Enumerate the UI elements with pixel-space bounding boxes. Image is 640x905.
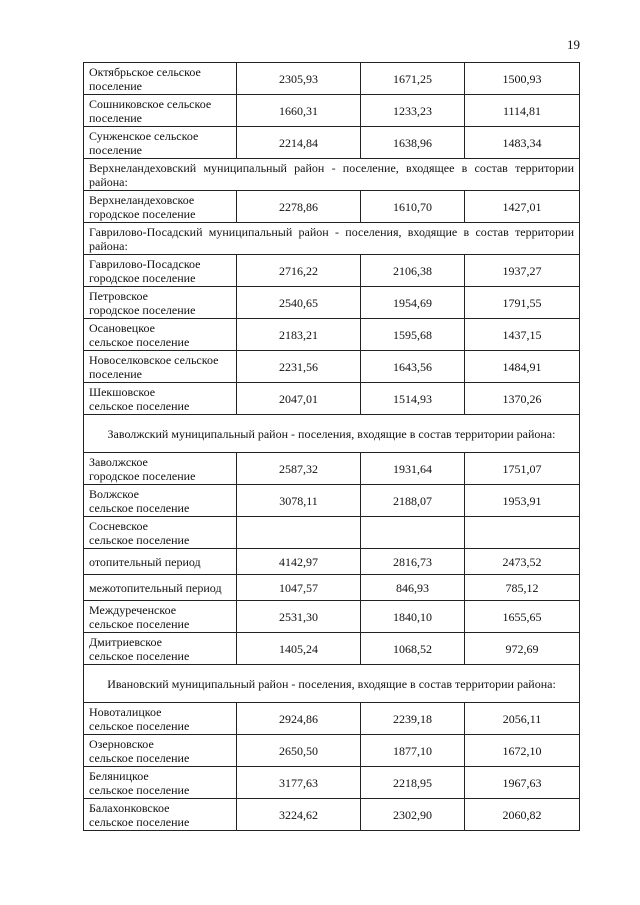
value-cell-1: 2587,32 (237, 453, 361, 485)
value-cell-3: 1672,10 (465, 735, 580, 767)
settlement-name-cell (84, 453, 237, 485)
value-cell-2: 1840,10 (361, 601, 465, 633)
settlement-name-cell (84, 255, 237, 287)
table-row (84, 255, 580, 287)
settlement-name-line: поселение (89, 142, 143, 157)
settlement-name-line: Новоталицкое (89, 704, 162, 719)
value-cell-3: 785,12 (465, 575, 580, 601)
settlement-name-cell (84, 517, 237, 549)
value-cell-2: 1068,52 (361, 633, 465, 665)
value-cell-1 (237, 517, 361, 549)
value-cell-3: 2473,52 (465, 549, 580, 575)
table-row (84, 127, 580, 159)
section-row (84, 223, 580, 255)
settlement-name-line: сельское поселение (89, 782, 190, 797)
value-cell-1: 2231,56 (237, 351, 361, 383)
value-cell-2: 1931,64 (361, 453, 465, 485)
value-cell-1: 4142,97 (237, 549, 361, 575)
value-cell-2: 1671,25 (361, 63, 465, 95)
value-cell-1: 3177,63 (237, 767, 361, 799)
section-heading: Верхнеландеховский муниципальный район - поселение, входящее в состав территории района: (84, 159, 580, 191)
value-cell-3 (465, 517, 580, 549)
table-row (84, 601, 580, 633)
value-cell-1: 2183,21 (237, 319, 361, 351)
value-cell-3: 1937,27 (465, 255, 580, 287)
value-cell-1: 2047,01 (237, 383, 361, 415)
section-row (84, 415, 580, 453)
table-row (84, 799, 580, 831)
value-cell-2: 1643,56 (361, 351, 465, 383)
value-cell-1: 2278,86 (237, 191, 361, 223)
value-cell-3: 2060,82 (465, 799, 580, 831)
settlement-name-line: городское поселение (89, 302, 196, 317)
value-cell-2: 1233,23 (361, 95, 465, 127)
value-cell-2: 2816,73 (361, 549, 465, 575)
settlement-name-cell (84, 549, 237, 575)
value-cell-1: 3078,11 (237, 485, 361, 517)
table-row (84, 351, 580, 383)
settlement-name-line: Октябрьское сельское (89, 64, 201, 79)
section-heading: Заволжский муниципальный район - поселения, входящие в состав территории района: (84, 415, 580, 453)
table-row (84, 191, 580, 223)
value-cell-3: 1500,93 (465, 63, 580, 95)
settlement-name-cell (84, 383, 237, 415)
table-row (84, 63, 580, 95)
value-cell-1: 2540,65 (237, 287, 361, 319)
table-row (84, 485, 580, 517)
settlement-name-line: сельское поселение (89, 648, 190, 663)
value-cell-3: 1751,07 (465, 453, 580, 485)
value-cell-2: 846,93 (361, 575, 465, 601)
value-cell-2: 1877,10 (361, 735, 465, 767)
settlement-name-cell (84, 633, 237, 665)
table-row (84, 633, 580, 665)
table-row (84, 549, 580, 575)
table-row (84, 383, 580, 415)
value-cell-1: 2650,50 (237, 735, 361, 767)
settlement-name-line: Осановецкое (89, 320, 155, 335)
value-cell-3: 1370,26 (465, 383, 580, 415)
settlement-name-line: сельское поселение (89, 334, 190, 349)
settlement-name-cell (84, 287, 237, 319)
value-cell-2: 1514,93 (361, 383, 465, 415)
settlement-name-line: Волжское (89, 486, 139, 501)
settlement-name-cell (84, 575, 237, 601)
table-row (84, 703, 580, 735)
value-cell-3: 1655,65 (465, 601, 580, 633)
value-cell-2: 2188,07 (361, 485, 465, 517)
value-cell-3: 1484,91 (465, 351, 580, 383)
table-body (84, 63, 580, 831)
value-cell-1: 1047,57 (237, 575, 361, 601)
value-cell-1: 3224,62 (237, 799, 361, 831)
settlement-name-line: Балахонковское (89, 800, 170, 815)
section-heading: Гаврилово-Посадский муниципальный район - поселения, входящие в состав территории района: (84, 223, 580, 255)
table-row (84, 453, 580, 485)
value-cell-1: 2305,93 (237, 63, 361, 95)
settlement-name-cell (84, 799, 237, 831)
settlement-name-line: городское поселение (89, 468, 196, 483)
settlement-name-line: сельское поселение (89, 500, 190, 515)
value-cell-3: 1791,55 (465, 287, 580, 319)
settlement-name-cell (84, 127, 237, 159)
settlement-name-line: Сосневское (89, 518, 148, 533)
section-row (84, 159, 580, 191)
settlement-name-line: отопительный период (89, 554, 201, 569)
settlement-name-cell (84, 735, 237, 767)
value-cell-1: 2716,22 (237, 255, 361, 287)
value-cell-1: 2214,84 (237, 127, 361, 159)
table-row (84, 735, 580, 767)
settlement-name-line: сельское поселение (89, 398, 190, 413)
settlement-name-line: поселение (89, 110, 143, 125)
value-cell-1: 2924,86 (237, 703, 361, 735)
value-cell-3: 2056,11 (465, 703, 580, 735)
page-number: 19 (567, 37, 580, 52)
value-cell-1: 1405,24 (237, 633, 361, 665)
settlement-name-line: поселение (89, 78, 143, 93)
value-cell-3: 1114,81 (465, 95, 580, 127)
value-cell-2: 2106,38 (361, 255, 465, 287)
settlement-name-cell (84, 767, 237, 799)
settlement-name-line: Дмитриевское (89, 634, 162, 649)
settlement-name-line: Шекшовское (89, 384, 156, 399)
tariff-table (83, 62, 580, 831)
table-row (84, 767, 580, 799)
settlement-name-cell (84, 601, 237, 633)
settlement-name-cell (84, 703, 237, 735)
settlement-name-line: сельское поселение (89, 814, 190, 829)
value-cell-2: 2302,90 (361, 799, 465, 831)
settlement-name-line: сельское поселение (89, 532, 190, 547)
settlement-name-cell (84, 95, 237, 127)
table-row (84, 95, 580, 127)
table-row (84, 319, 580, 351)
settlement-name-line: поселение (89, 366, 143, 381)
value-cell-3: 1437,15 (465, 319, 580, 351)
value-cell-2: 1638,96 (361, 127, 465, 159)
table-row (84, 575, 580, 601)
value-cell-3: 972,69 (465, 633, 580, 665)
settlement-name-line: Междуреченское (89, 602, 177, 617)
value-cell-3: 1427,01 (465, 191, 580, 223)
section-heading: Ивановский муниципальный район - поселения, входящие в состав территории района: (84, 665, 580, 703)
table-row (84, 517, 580, 549)
settlement-name-cell (84, 191, 237, 223)
settlement-name-line: сельское поселение (89, 616, 190, 631)
settlement-name-line: городское поселение (89, 206, 196, 221)
settlement-name-cell (84, 351, 237, 383)
settlement-name-line: сельское поселение (89, 750, 190, 765)
settlement-name-line: межотопительный период (89, 580, 222, 595)
settlement-name-line: Гаврилово-Посадское (89, 256, 201, 271)
value-cell-1: 1660,31 (237, 95, 361, 127)
settlement-name-line: сельское поселение (89, 718, 190, 733)
value-cell-3: 1483,34 (465, 127, 580, 159)
settlement-name-line: Заволжское (89, 454, 148, 469)
settlement-name-line: Новоселковское сельское (89, 352, 219, 367)
value-cell-2: 2218,95 (361, 767, 465, 799)
settlement-name-line: Петровское (89, 288, 148, 303)
settlement-name-line: Верхнеландеховское (89, 192, 195, 207)
settlement-name-line: Беляницкое (89, 768, 149, 783)
settlement-name-line: Сунженское сельское (89, 128, 199, 143)
table-row (84, 287, 580, 319)
value-cell-2: 2239,18 (361, 703, 465, 735)
settlement-name-cell (84, 63, 237, 95)
settlement-name-line: городское поселение (89, 270, 196, 285)
value-cell-2 (361, 517, 465, 549)
value-cell-1: 2531,30 (237, 601, 361, 633)
section-row (84, 665, 580, 703)
settlement-name-line: Озерновское (89, 736, 154, 751)
value-cell-2: 1610,70 (361, 191, 465, 223)
settlement-name-line: Сошниковское сельское (89, 96, 212, 111)
value-cell-3: 1953,91 (465, 485, 580, 517)
value-cell-3: 1967,63 (465, 767, 580, 799)
value-cell-2: 1954,69 (361, 287, 465, 319)
settlement-name-cell (84, 319, 237, 351)
settlement-name-cell (84, 485, 237, 517)
value-cell-2: 1595,68 (361, 319, 465, 351)
